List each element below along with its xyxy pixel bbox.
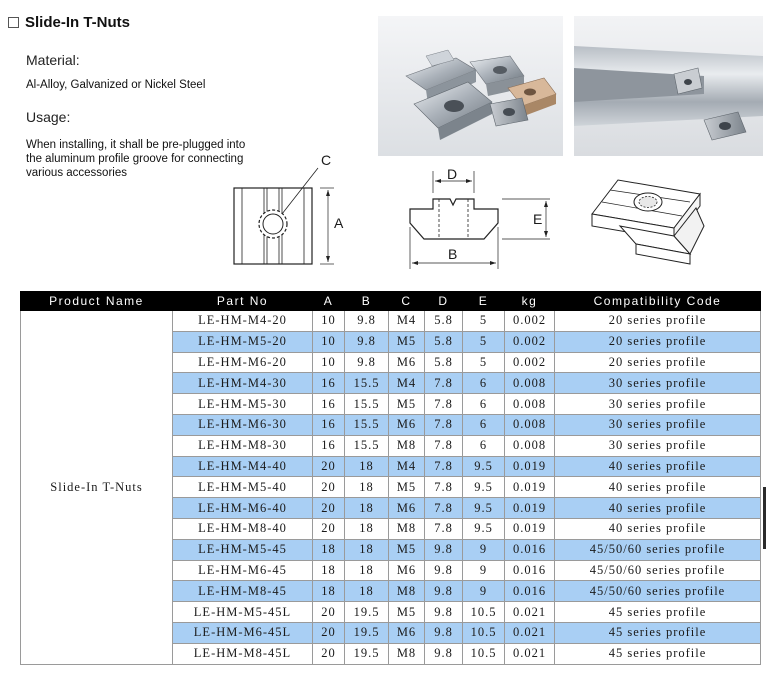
cell-part: LE-HM-M8-40 (173, 518, 313, 539)
cell-e: 10.5 (463, 643, 505, 664)
cell-kg: 0.008 (505, 373, 555, 394)
label-d: D (447, 166, 458, 182)
cell-c: M6 (389, 414, 425, 435)
cell-part: LE-HM-M8-30 (173, 435, 313, 456)
cell-a: 16 (313, 414, 345, 435)
cell-compat: 30 series profile (555, 435, 761, 456)
cell-e: 6 (463, 373, 505, 394)
cell-b: 18 (345, 581, 389, 602)
cell-c: M5 (389, 477, 425, 498)
table-header-row (21, 292, 761, 311)
cell-kg: 0.019 (505, 456, 555, 477)
cell-kg: 0.019 (505, 518, 555, 539)
cell-a: 10 (313, 311, 345, 332)
cell-e: 9 (463, 581, 505, 602)
cell-b: 19.5 (345, 602, 389, 623)
cell-e: 6 (463, 435, 505, 456)
cell-d: 7.8 (425, 518, 463, 539)
cell-compat: 45/50/60 series profile (555, 560, 761, 581)
cell-c: M6 (389, 498, 425, 519)
cell-compat: 30 series profile (555, 394, 761, 415)
cell-compat: 45 series profile (555, 643, 761, 664)
cell-c: M5 (389, 331, 425, 352)
cell-part: LE-HM-M6-40 (173, 498, 313, 519)
cell-kg: 0.016 (505, 581, 555, 602)
col-header-compatibility: Compatibility Code (555, 292, 761, 311)
cell-compat: 40 series profile (555, 498, 761, 519)
cell-part: LE-HM-M6-45 (173, 560, 313, 581)
cell-e: 9.5 (463, 477, 505, 498)
label-c: C (321, 152, 332, 168)
cell-part: LE-HM-M6-45L (173, 622, 313, 643)
cell-d: 9.8 (425, 622, 463, 643)
cell-a: 10 (313, 352, 345, 373)
cell-b: 19.5 (345, 643, 389, 664)
cell-kg: 0.002 (505, 311, 555, 332)
cell-b: 15.5 (345, 435, 389, 456)
col-header-a: A (313, 292, 345, 311)
cell-kg: 0.008 (505, 435, 555, 456)
col-header-part-no: Part No (173, 292, 313, 311)
cell-d: 5.8 (425, 352, 463, 373)
cell-b: 18 (345, 539, 389, 560)
cell-d: 9.8 (425, 643, 463, 664)
cell-kg: 0.021 (505, 602, 555, 623)
cell-a: 20 (313, 622, 345, 643)
cell-kg: 0.021 (505, 643, 555, 664)
checkbox-square-icon (8, 17, 19, 28)
material-value: Al-Alloy, Galvanized or Nickel Steel (26, 79, 206, 91)
cell-c: M8 (389, 518, 425, 539)
cell-a: 16 (313, 435, 345, 456)
cell-e: 5 (463, 352, 505, 373)
cell-a: 16 (313, 394, 345, 415)
cell-b: 9.8 (345, 311, 389, 332)
scrollbar-thumb[interactable] (763, 487, 766, 549)
cell-a: 18 (313, 539, 345, 560)
cell-part: LE-HM-M5-20 (173, 331, 313, 352)
cell-c: M4 (389, 456, 425, 477)
cell-c: M4 (389, 373, 425, 394)
cell-d: 9.8 (425, 539, 463, 560)
cell-compat: 45/50/60 series profile (555, 581, 761, 602)
cell-kg: 0.002 (505, 331, 555, 352)
cell-compat: 45 series profile (555, 602, 761, 623)
title-row (8, 14, 130, 31)
cell-d: 7.8 (425, 394, 463, 415)
cell-kg: 0.008 (505, 394, 555, 415)
table-row (21, 311, 761, 332)
cell-a: 18 (313, 581, 345, 602)
usage-line: the aluminum profile groove for connecting (26, 153, 244, 165)
cell-compat: 30 series profile (555, 414, 761, 435)
cell-c: M8 (389, 581, 425, 602)
tnut-isometric-diagram (580, 170, 730, 270)
cell-c: M4 (389, 311, 425, 332)
cell-d: 5.8 (425, 311, 463, 332)
cell-compat: 20 series profile (555, 331, 761, 352)
cell-b: 18 (345, 560, 389, 581)
col-header-c: C (389, 292, 425, 311)
col-header-b: B (345, 292, 389, 311)
cell-d: 9.8 (425, 560, 463, 581)
cell-e: 10.5 (463, 602, 505, 623)
cell-a: 20 (313, 643, 345, 664)
label-a: A (334, 215, 344, 231)
cell-c: M5 (389, 539, 425, 560)
cell-compat: 30 series profile (555, 373, 761, 394)
cell-b: 19.5 (345, 622, 389, 643)
cell-a: 16 (313, 373, 345, 394)
cell-part: LE-HM-M5-45 (173, 539, 313, 560)
cell-a: 10 (313, 331, 345, 352)
cell-b: 15.5 (345, 373, 389, 394)
cell-kg: 0.002 (505, 352, 555, 373)
cell-c: M8 (389, 435, 425, 456)
cell-part: LE-HM-M6-30 (173, 414, 313, 435)
cell-part: LE-HM-M8-45L (173, 643, 313, 664)
cell-a: 20 (313, 456, 345, 477)
cell-compat: 20 series profile (555, 311, 761, 332)
cell-kg: 0.016 (505, 539, 555, 560)
cell-e: 9 (463, 539, 505, 560)
usage-text (26, 138, 245, 180)
cell-b: 9.8 (345, 331, 389, 352)
cell-d: 5.8 (425, 331, 463, 352)
cell-c: M6 (389, 560, 425, 581)
cell-e: 9.5 (463, 456, 505, 477)
cell-compat: 45 series profile (555, 622, 761, 643)
cell-a: 18 (313, 560, 345, 581)
cell-part: LE-HM-M5-30 (173, 394, 313, 415)
label-e: E (533, 211, 543, 227)
cell-compat: 20 series profile (555, 352, 761, 373)
cell-d: 9.8 (425, 602, 463, 623)
cell-b: 15.5 (345, 414, 389, 435)
cell-c: M6 (389, 352, 425, 373)
page-title: Slide-In T-Nuts (25, 14, 130, 31)
material-label: Material: (26, 52, 80, 68)
cell-d: 7.8 (425, 498, 463, 519)
col-header-d: D (425, 292, 463, 311)
cell-d: 7.8 (425, 435, 463, 456)
cell-part: LE-HM-M4-20 (173, 311, 313, 332)
cell-e: 5 (463, 331, 505, 352)
profile-photo (574, 16, 763, 156)
cell-kg: 0.019 (505, 477, 555, 498)
col-header-kg: kg (505, 292, 555, 311)
tnuts-photo (378, 16, 563, 156)
cell-a: 20 (313, 518, 345, 539)
cell-e: 6 (463, 394, 505, 415)
cell-b: 15.5 (345, 394, 389, 415)
cell-c: M8 (389, 643, 425, 664)
cell-b: 9.8 (345, 352, 389, 373)
cell-b: 18 (345, 498, 389, 519)
cell-b: 18 (345, 477, 389, 498)
cell-d: 7.8 (425, 414, 463, 435)
cell-b: 18 (345, 518, 389, 539)
product-name-cell: Slide-In T-Nuts (21, 311, 173, 665)
cell-part: LE-HM-M5-40 (173, 477, 313, 498)
col-header-product-name: Product Name (21, 292, 173, 311)
cell-e: 9.5 (463, 498, 505, 519)
cell-e: 6 (463, 414, 505, 435)
cell-d: 7.8 (425, 456, 463, 477)
label-b: B (448, 246, 458, 262)
cell-c: M5 (389, 394, 425, 415)
spec-table (20, 291, 761, 665)
cell-b: 18 (345, 456, 389, 477)
cell-e: 5 (463, 311, 505, 332)
cell-a: 20 (313, 602, 345, 623)
cell-a: 20 (313, 498, 345, 519)
cell-part: LE-HM-M4-40 (173, 456, 313, 477)
cell-compat: 40 series profile (555, 456, 761, 477)
cell-compat: 40 series profile (555, 477, 761, 498)
cell-d: 7.8 (425, 477, 463, 498)
cell-kg: 0.008 (505, 414, 555, 435)
cell-e: 9 (463, 560, 505, 581)
cell-part: LE-HM-M8-45 (173, 581, 313, 602)
cell-e: 10.5 (463, 622, 505, 643)
cell-c: M6 (389, 622, 425, 643)
cell-compat: 45/50/60 series profile (555, 539, 761, 560)
cell-kg: 0.016 (505, 560, 555, 581)
cell-d: 7.8 (425, 373, 463, 394)
usage-line: When installing, it shall be pre-plugged into (26, 139, 246, 151)
cell-c: M5 (389, 602, 425, 623)
cell-part: LE-HM-M6-20 (173, 352, 313, 373)
cell-d: 9.8 (425, 581, 463, 602)
cell-part: LE-HM-M5-45L (173, 602, 313, 623)
cell-part: LE-HM-M4-30 (173, 373, 313, 394)
cell-compat: 40 series profile (555, 518, 761, 539)
tnut-top-view-diagram (230, 150, 350, 268)
usage-line: various accessories (26, 167, 127, 179)
cell-kg: 0.019 (505, 498, 555, 519)
col-header-e: E (463, 292, 505, 311)
cell-kg: 0.021 (505, 622, 555, 643)
cell-e: 9.5 (463, 518, 505, 539)
usage-label: Usage: (26, 109, 71, 125)
cell-a: 20 (313, 477, 345, 498)
